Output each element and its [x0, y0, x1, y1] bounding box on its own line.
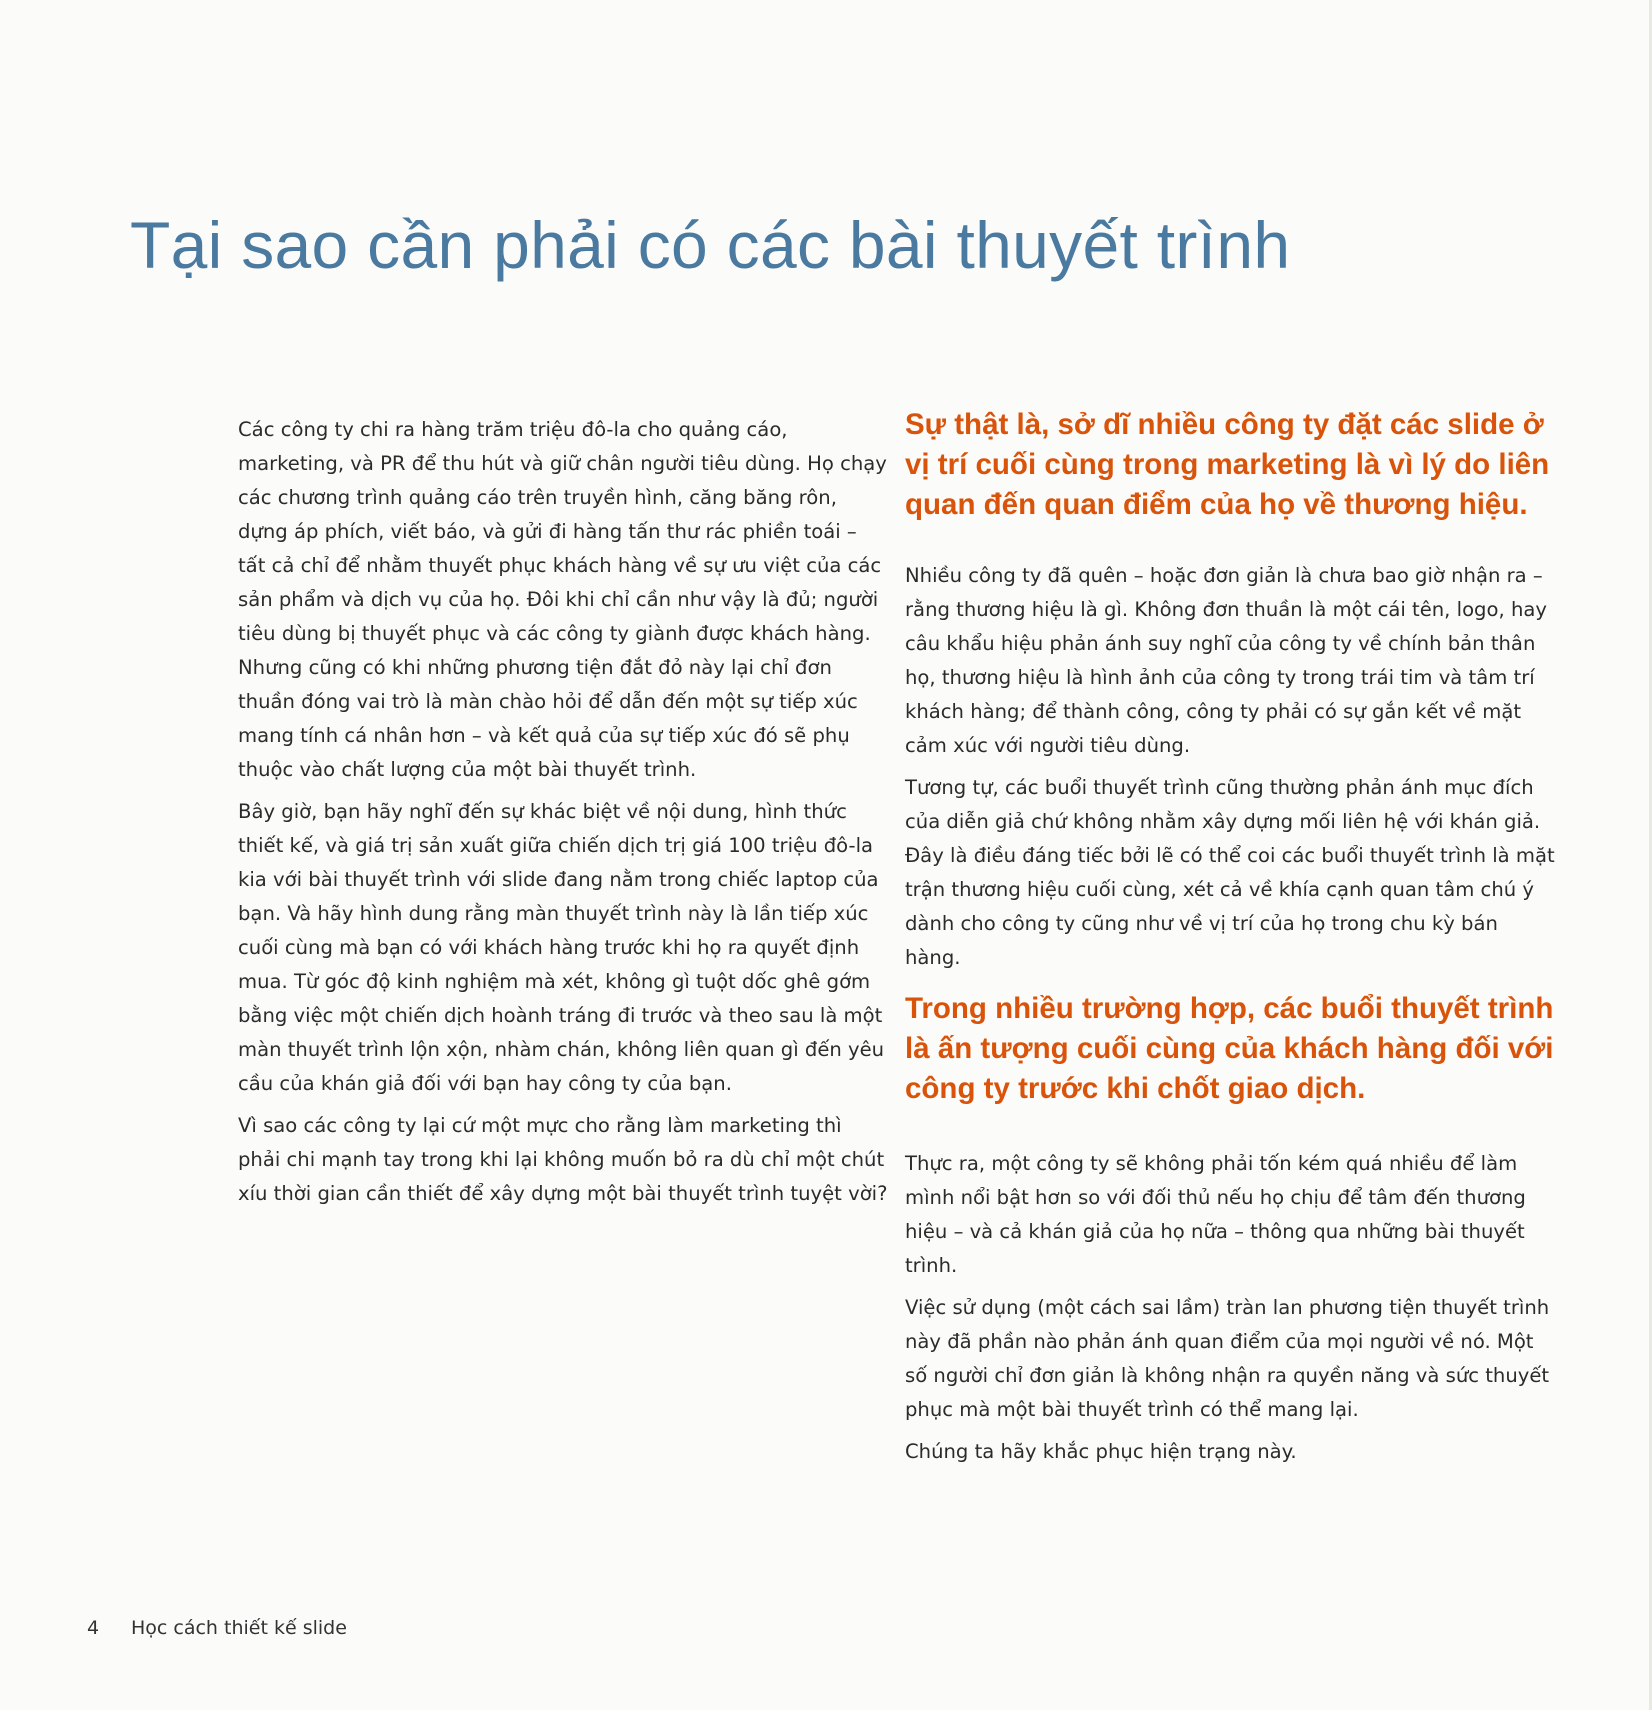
body-paragraph: Chúng ta hãy khắc phục hiện trạng này. [905, 1440, 1297, 1463]
running-title: Học cách thiết kế slide [131, 1617, 347, 1639]
page-title: Tại sao cần phải có các bài thuyết trình [130, 208, 1291, 282]
body-paragraph: Việc sử dụng (một cách sai lầm) tràn lan phương tiện thuyết trình này đã phần nào phản ánh quan điểm của mọi người về nó. Một số người chỉ đơn giản là không nhận ra quyền năng và sức thuyết phục mà một bài thuyết trình có thể mang lại. [905, 1296, 1550, 1421]
pull-quote: Sự thật là, sở dĩ nhiều công ty đặt các slide ở vị trí cuối cùng trong marketing là vì lý do liên quan đến quan điểm của họ về thương hiệu. [905, 408, 1550, 521]
page-footer [87, 1614, 347, 1642]
body-paragraph: Nhiều công ty đã quên – hoặc đơn giản là chưa bao giờ nhận ra – rằng thương hiệu là gì. Không đơn thuần là một cái tên, logo, hay câu khẩu hiệu phản ánh suy nghĩ của công ty về chính bản thân họ, thương hiệu là hình ảnh của công ty trong trái tim và tâm trí khách hàng; để thành công, công ty phải có sự gắn kết về mặt cảm xúc với người tiêu dùng. [905, 564, 1547, 757]
body-paragraph: Thực ra, một công ty sẽ không phải tốn kém quá nhiều để làm mình nổi bật hơn so với đối thủ nếu họ chịu để tâm đến thương hiệu – và cả khán giả của họ nữa – thông qua những bài thuyết trình. [905, 1152, 1526, 1277]
right-column [905, 405, 1557, 1477]
body-paragraph: Các công ty chi ra hàng trăm triệu đô-la cho quảng cáo, marketing, và PR để thu hút và giữ chân người tiêu dùng. Họ chạy các chương trình quảng cáo trên truyền hình, căng băng rôn, dựng áp phích, viết báo, và gửi đi hàng tấn thư rác phiền toái – tất cả chỉ để nhằm thuyết phục khách hàng về sự ưu việt của các sản phẩm và dịch vụ của họ. Đôi khi chỉ cần như vậy là đủ; người tiêu dùng bị thuyết phục và các công ty giành được khách hàng. Nhưng cũng có khi những phương tiện đắt đỏ này lại chỉ đơn thuần đóng vai trò là màn chào hỏi để dẫn đến một sự tiếp xúc mang tính cá nhân hơn – và kết quả của sự tiếp xúc đó sẽ phụ thuộc vào chất lượng của một bài thuyết trình. [238, 418, 887, 781]
body-paragraph: Vì sao các công ty lại cứ một mực cho rằng làm marketing thì phải chi mạnh tay trong khi lại không muốn bỏ ra dù chỉ một chút xíu thời gian cần thiết để xây dựng một bài thuyết trình tuyệt vời? [238, 1114, 888, 1205]
page-number: 4 [87, 1617, 100, 1639]
left-column [238, 413, 888, 1219]
body-paragraph: Bây giờ, bạn hãy nghĩ đến sự khác biệt về nội dung, hình thức thiết kế, và giá trị sản xuất giữa chiến dịch trị giá 100 triệu đô-la kia với bài thuyết trình với slide đang nằm trong chiếc laptop của bạn. Và hãy hình dung rằng màn thuyết trình này là lần tiếp xúc cuối cùng mà bạn có với khách hàng trước khi họ ra quyết định mua. Từ góc độ kinh nghiệm mà xét, không gì tuột dốc ghê gớm bằng việc một chiến dịch hoành tráng đi trước và theo sau là một màn thuyết trình lộn xộn, nhàm chán, không liên quan gì đến yêu cầu của khán giả đối với bạn hay công ty của bạn. [238, 800, 885, 1095]
pull-quote: Trong nhiều trường hợp, các buổi thuyết trình là ấn tượng cuối cùng của khách hàng đối với công ty trước khi chốt giao dịch. [905, 992, 1554, 1105]
body-paragraph: Tương tự, các buổi thuyết trình cũng thường phản ánh mục đích của diễn giả chứ không nhằm xây dựng mối liên hệ với khán giả. Đây là điều đáng tiếc bởi lẽ có thể coi các buổi thuyết trình là mặt trận thương hiệu cuối cùng, xét cả về khía cạnh quan tâm chú ý dành cho công ty cũng như về vị trí của họ trong chu kỳ bán hàng. [905, 776, 1555, 969]
